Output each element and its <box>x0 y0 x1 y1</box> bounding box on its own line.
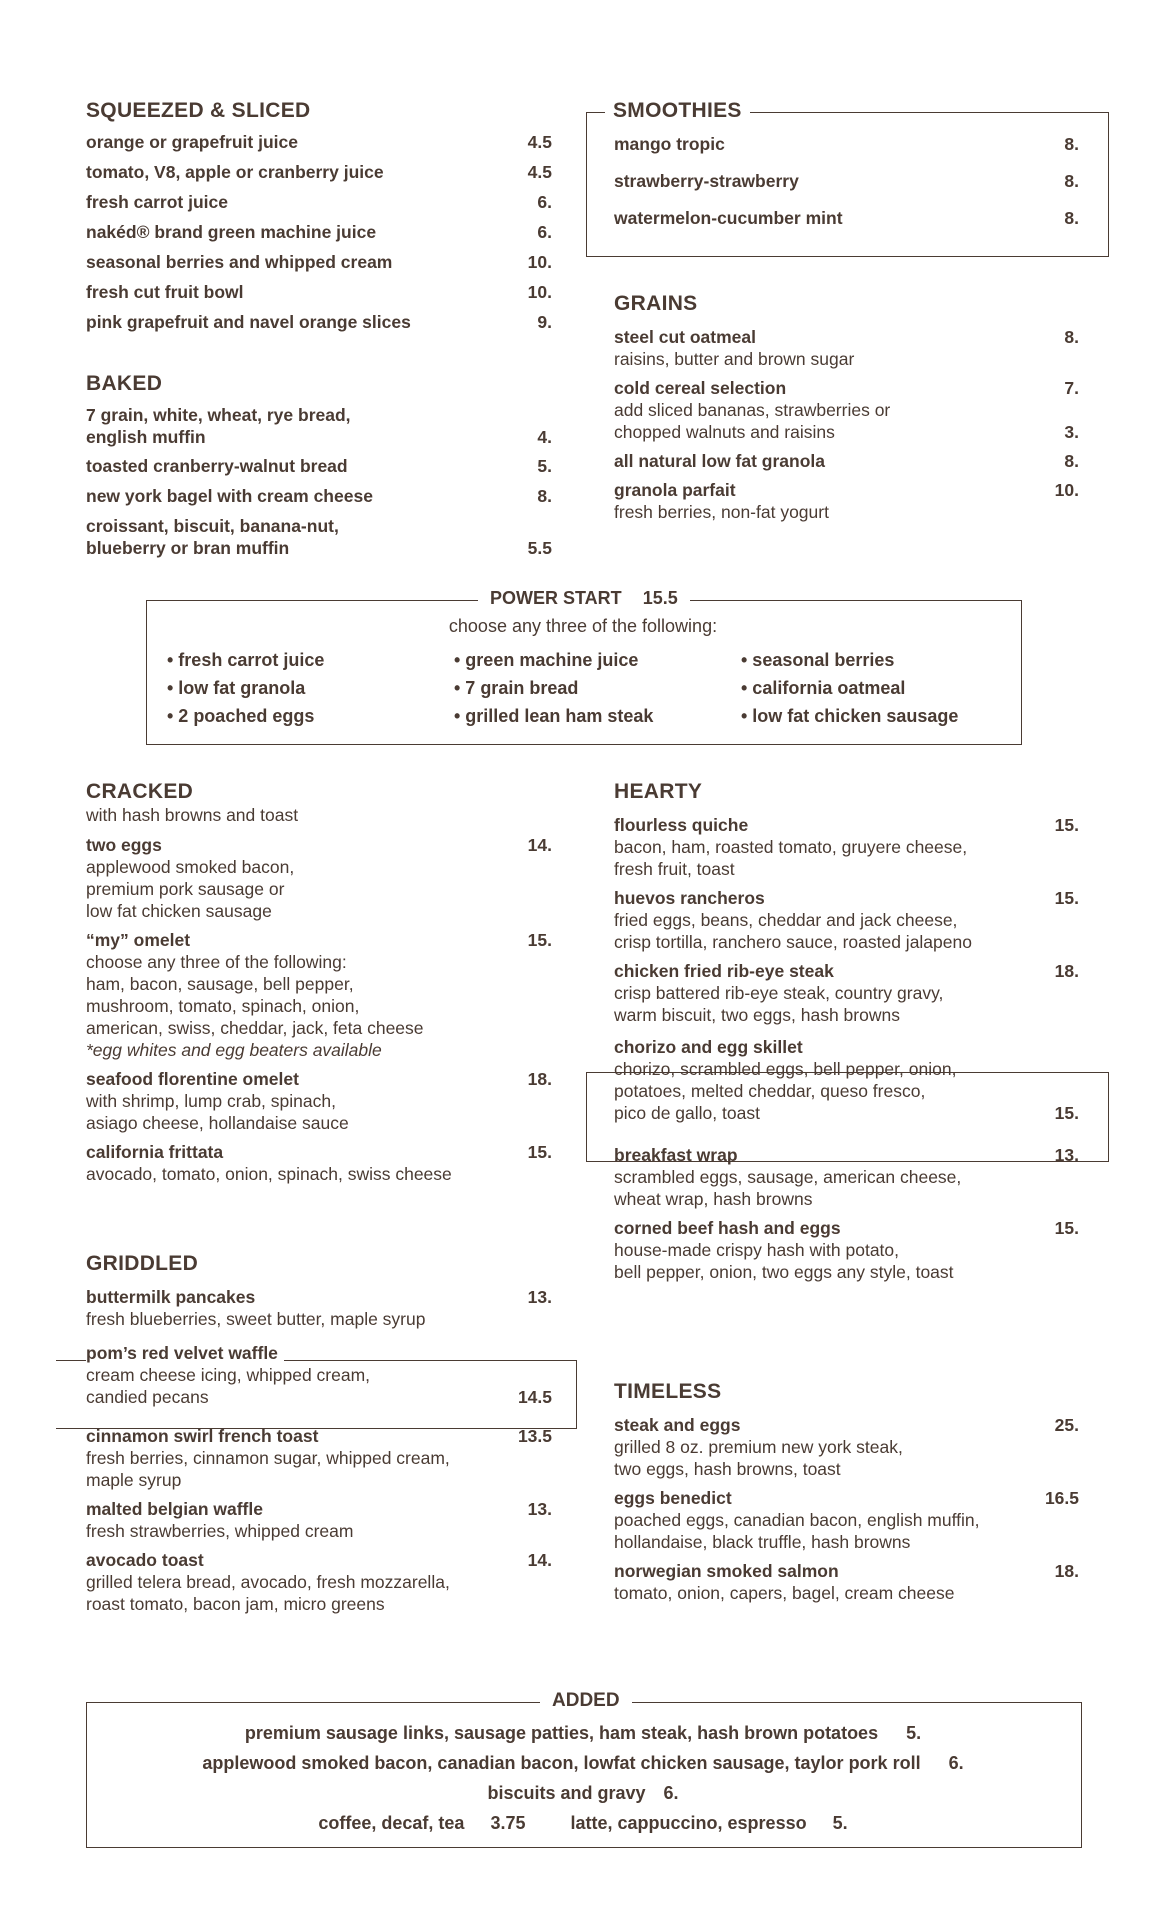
item-description: hollandaise, black truffle, hash browns <box>614 1532 911 1552</box>
item-description: ham, bacon, sausage, bell pepper, <box>86 974 354 994</box>
option-item: • california oatmeal <box>741 678 906 698</box>
item-price: 16.5 <box>1044 1488 1079 1508</box>
item-description: poached eggs, canadian bacon, english muffin, <box>614 1510 980 1530</box>
item-description: fresh berries, non-fat yogurt <box>614 502 829 522</box>
item-name: fresh carrot juice <box>86 192 228 212</box>
item-name: new york bagel with cream cheese <box>86 486 373 506</box>
item-name: seafood florentine omelet <box>86 1069 299 1089</box>
menu-item <box>86 281 552 303</box>
section-hearty <box>614 780 1079 1290</box>
added-text: premium sausage links, sausage patties, ham steak, hash brown potatoes <box>244 1723 879 1743</box>
item-name: orange or grapefruit juice <box>86 132 298 152</box>
section-title: POWER START <box>490 588 622 608</box>
item-price: 10. <box>527 282 552 302</box>
added-text: biscuits and gravy <box>487 1783 646 1803</box>
option-item: • green machine juice <box>454 650 639 670</box>
item-name-line: english muffin <box>86 427 206 447</box>
option-item: • 2 poached eggs <box>167 706 315 726</box>
menu-item <box>86 311 552 333</box>
added-text: coffee, decaf, tea <box>318 1813 465 1833</box>
menu-item <box>86 1141 552 1185</box>
item-price: 13. <box>1054 1145 1079 1165</box>
section-title: HEARTY <box>614 780 703 803</box>
item-description: fresh fruit, toast <box>614 859 735 879</box>
option-item: • 7 grain bread <box>454 678 579 698</box>
item-name: avocado toast <box>86 1550 204 1570</box>
item-price: 14.5 <box>517 1387 552 1407</box>
item-name: toasted cranberry-walnut bread <box>86 456 348 476</box>
section-timeless <box>614 1380 1079 1611</box>
added-line <box>86 1778 1080 1808</box>
item-name: fresh cut fruit bowl <box>86 282 244 302</box>
item-description: candied pecans <box>86 1387 209 1407</box>
item-price: 9. <box>537 312 552 332</box>
menu-item <box>614 960 1079 1026</box>
menu-item <box>614 450 1079 472</box>
item-description: premium pork sausage or <box>86 879 285 899</box>
item-name: norwegian smoked salmon <box>614 1561 839 1581</box>
added-text: applewood smoked bacon, canadian bacon, lowfat chicken sausage, taylor pork roll <box>202 1753 921 1773</box>
item-name: california frittata <box>86 1142 224 1162</box>
item-name: strawberry-strawberry <box>614 171 799 191</box>
added-price: 5. <box>832 1813 848 1833</box>
item-description: fresh blueberries, sweet butter, maple syrup <box>86 1309 426 1329</box>
item-price: 15. <box>1054 815 1079 835</box>
menu-item <box>614 133 1079 155</box>
item-price: 15. <box>1054 1103 1079 1123</box>
item-name: breakfast wrap <box>614 1145 738 1165</box>
menu-item <box>614 1487 1079 1553</box>
item-price: 5. <box>537 456 552 476</box>
option-item: • low fat chicken sausage <box>741 706 959 726</box>
added-line <box>86 1748 1080 1778</box>
item-description: two eggs, hash browns, toast <box>614 1459 841 1479</box>
menu-item <box>86 834 552 922</box>
menu-item <box>86 1549 552 1615</box>
item-price: 15. <box>1054 1218 1079 1238</box>
item-price: 8. <box>1064 171 1079 191</box>
item-name: nakéd® brand green machine juice <box>86 222 377 242</box>
item-price: 13. <box>527 1499 552 1519</box>
item-name: cold cereal selection <box>614 378 787 398</box>
menu-item <box>86 251 552 273</box>
item-price: 4.5 <box>527 162 552 182</box>
item-name: watermelon-cucumber mint <box>614 208 843 228</box>
item-price: 7. <box>1064 378 1079 398</box>
added-text: latte, cappuccino, espresso <box>570 1813 807 1833</box>
menu-item <box>614 1560 1079 1604</box>
menu-item <box>86 1498 552 1542</box>
item-name: seasonal berries and whipped cream <box>86 252 393 272</box>
item-description: pico de gallo, toast <box>614 1103 760 1123</box>
section-smoothies <box>614 133 1079 237</box>
power-start-subtitle: choose any three of the following: <box>448 616 718 636</box>
menu-item <box>614 377 1079 443</box>
power-start-title-wrap <box>478 588 690 609</box>
item-name: malted belgian waffle <box>86 1499 263 1519</box>
item-name: pink grapefruit and navel orange slices <box>86 312 411 332</box>
item-price: 15. <box>527 1142 552 1162</box>
item-description: mushroom, tomato, spinach, onion, <box>86 996 360 1016</box>
item-description: cream cheese icing, whipped cream, <box>86 1365 371 1385</box>
menu-item <box>86 191 552 213</box>
item-price: 18. <box>527 1069 552 1089</box>
menu-item <box>614 326 1079 370</box>
section-grains <box>614 292 1079 530</box>
item-name: granola parfait <box>614 480 736 500</box>
menu-item <box>86 1342 552 1408</box>
item-description: fried eggs, beans, cheddar and jack cheese, <box>614 910 958 930</box>
menu-item <box>614 170 1079 192</box>
item-name: huevos rancheros <box>614 888 765 908</box>
item-description: potatoes, melted cheddar, queso fresco, <box>614 1081 926 1101</box>
added-line <box>86 1808 1080 1838</box>
item-price: 8. <box>1064 208 1079 228</box>
item-description: crisp battered rib-eye steak, country gravy, <box>614 983 944 1003</box>
section-subtitle: with hash browns and toast <box>86 805 299 825</box>
added-price: 6. <box>663 1783 679 1803</box>
menu-item <box>86 1425 552 1491</box>
section-title: TIMELESS <box>614 1380 722 1403</box>
item-price: 25. <box>1054 1415 1079 1435</box>
item-description: fresh strawberries, whipped cream <box>86 1521 354 1541</box>
item-description: with shrimp, lump crab, spinach, <box>86 1091 336 1111</box>
menu-item <box>86 131 552 153</box>
item-price: 10. <box>1054 480 1079 500</box>
item-price: 13. <box>527 1287 552 1307</box>
item-price: 10. <box>527 252 552 272</box>
added-price: 3.75 <box>490 1813 526 1833</box>
section-title: SMOOTHIES <box>605 99 750 123</box>
item-description: wheat wrap, hash browns <box>614 1189 813 1209</box>
item-price: 15. <box>1054 888 1079 908</box>
item-name: steel cut oatmeal <box>614 327 756 347</box>
section-griddled <box>86 1252 552 1622</box>
item-price: 14. <box>527 1550 552 1570</box>
item-price: 4.5 <box>527 132 552 152</box>
item-price: 13.5 <box>517 1426 552 1446</box>
menu-item <box>614 1414 1079 1480</box>
menu-item <box>614 1217 1079 1283</box>
item-description: roast tomato, bacon jam, micro greens <box>86 1594 385 1614</box>
item-name-line: 7 grain, white, wheat, rye bread, <box>86 405 351 425</box>
item-description: tomato, onion, capers, bagel, cream cheese <box>614 1583 955 1603</box>
menu-item <box>86 455 552 477</box>
item-description: grilled 8 oz. premium new york steak, <box>614 1437 903 1457</box>
item-price: 14. <box>527 835 552 855</box>
item-description: chopped walnuts and raisins <box>614 422 835 442</box>
item-name: cinnamon swirl french toast <box>86 1426 319 1446</box>
item-name-line: blueberry or bran muffin <box>86 538 290 558</box>
section-squeezed <box>86 99 552 341</box>
item-description: american, swiss, cheddar, jack, feta cheese <box>86 1018 424 1038</box>
item-name: steak and eggs <box>614 1415 741 1435</box>
menu-item <box>86 515 552 559</box>
item-name: tomato, V8, apple or cranberry juice <box>86 162 384 182</box>
item-price: 18. <box>1054 961 1079 981</box>
item-description: scrambled eggs, sausage, american cheese, <box>614 1167 962 1187</box>
option-item: • fresh carrot juice <box>167 650 325 670</box>
item-description: choose any three of the following: <box>86 952 347 972</box>
item-price: 4. <box>537 427 552 447</box>
added-line <box>86 1718 1080 1748</box>
power-start-price: 15.5 <box>642 588 678 608</box>
item-description: chorizo, scrambled eggs, bell pepper, onion, <box>614 1059 957 1079</box>
option-item: • grilled lean ham steak <box>454 706 654 726</box>
section-title: BAKED <box>86 372 163 395</box>
section-baked <box>86 372 552 566</box>
item-name: two eggs <box>86 835 162 855</box>
item-description: applewood smoked bacon, <box>86 857 295 877</box>
item-description: fresh berries, cinnamon sugar, whipped cream, <box>86 1448 450 1468</box>
menu-item <box>614 814 1079 880</box>
item-price: 5.5 <box>527 538 552 558</box>
item-description: asiago cheese, hollandaise sauce <box>86 1113 349 1133</box>
menu-item <box>86 485 552 507</box>
item-price: 8. <box>1064 327 1079 347</box>
item-description: house-made crispy hash with potato, <box>614 1240 900 1260</box>
menu-item <box>86 929 552 1061</box>
item-price-addon: 3. <box>1064 422 1079 442</box>
item-description: raisins, butter and brown sugar <box>614 349 855 369</box>
item-name: “my” omelet <box>86 930 191 950</box>
item-description: avocado, tomato, onion, spinach, swiss cheese <box>86 1164 452 1184</box>
added-price: 6. <box>948 1753 964 1773</box>
item-price: 15. <box>527 930 552 950</box>
menu-item <box>614 207 1079 229</box>
item-price: 8. <box>537 486 552 506</box>
item-description: crisp tortilla, ranchero sauce, roasted jalapeno <box>614 932 972 952</box>
item-price: 8. <box>1064 134 1079 154</box>
section-title: GRIDDLED <box>86 1252 199 1275</box>
section-cracked <box>86 780 552 1192</box>
menu-item <box>86 1286 552 1330</box>
section-title: CRACKED <box>86 780 194 803</box>
item-name: corned beef hash and eggs <box>614 1218 841 1238</box>
item-description: bacon, ham, roasted tomato, gruyere cheese, <box>614 837 968 857</box>
menu-item <box>614 887 1079 953</box>
menu-item <box>614 1144 1079 1210</box>
section-title: SQUEEZED & SLICED <box>86 99 311 122</box>
option-item: • seasonal berries <box>741 650 895 670</box>
item-name: mango tropic <box>614 134 725 154</box>
item-description: add sliced bananas, strawberries or <box>614 400 891 420</box>
section-title: ADDED <box>540 1690 632 1712</box>
section-title: GRAINS <box>614 292 698 315</box>
item-description: bell pepper, onion, two eggs any style, toast <box>614 1262 954 1282</box>
menu-item <box>86 1068 552 1134</box>
menu-item <box>614 479 1079 523</box>
item-description: low fat chicken sausage <box>86 901 272 921</box>
item-name: chicken fried rib-eye steak <box>614 961 834 981</box>
item-note: *egg whites and egg beaters available <box>86 1040 382 1060</box>
item-name: flourless quiche <box>614 815 749 835</box>
item-name: chorizo and egg skillet <box>614 1036 809 1058</box>
item-description: warm biscuit, two eggs, hash browns <box>614 1005 900 1025</box>
added-lines <box>86 1718 1080 1838</box>
item-price: 18. <box>1054 1561 1079 1581</box>
menu-item <box>86 404 552 448</box>
item-name: all natural low fat granola <box>614 451 826 471</box>
item-name: eggs benedict <box>614 1488 732 1508</box>
power-start-options <box>167 650 1028 727</box>
item-price: 6. <box>537 222 552 242</box>
menu-item <box>86 161 552 183</box>
item-price: 8. <box>1064 451 1079 471</box>
item-description: grilled telera bread, avocado, fresh mozzarella, <box>86 1572 450 1592</box>
menu-item <box>614 1036 1079 1124</box>
menu-item <box>86 221 552 243</box>
item-name: buttermilk pancakes <box>86 1287 256 1307</box>
item-name: pom’s red velvet waffle <box>86 1342 284 1364</box>
option-item: • low fat granola <box>167 678 306 698</box>
item-description: maple syrup <box>86 1470 182 1490</box>
added-price: 5. <box>906 1723 922 1743</box>
item-name-line: croissant, biscuit, banana-nut, <box>86 516 339 536</box>
item-price: 6. <box>537 192 552 212</box>
